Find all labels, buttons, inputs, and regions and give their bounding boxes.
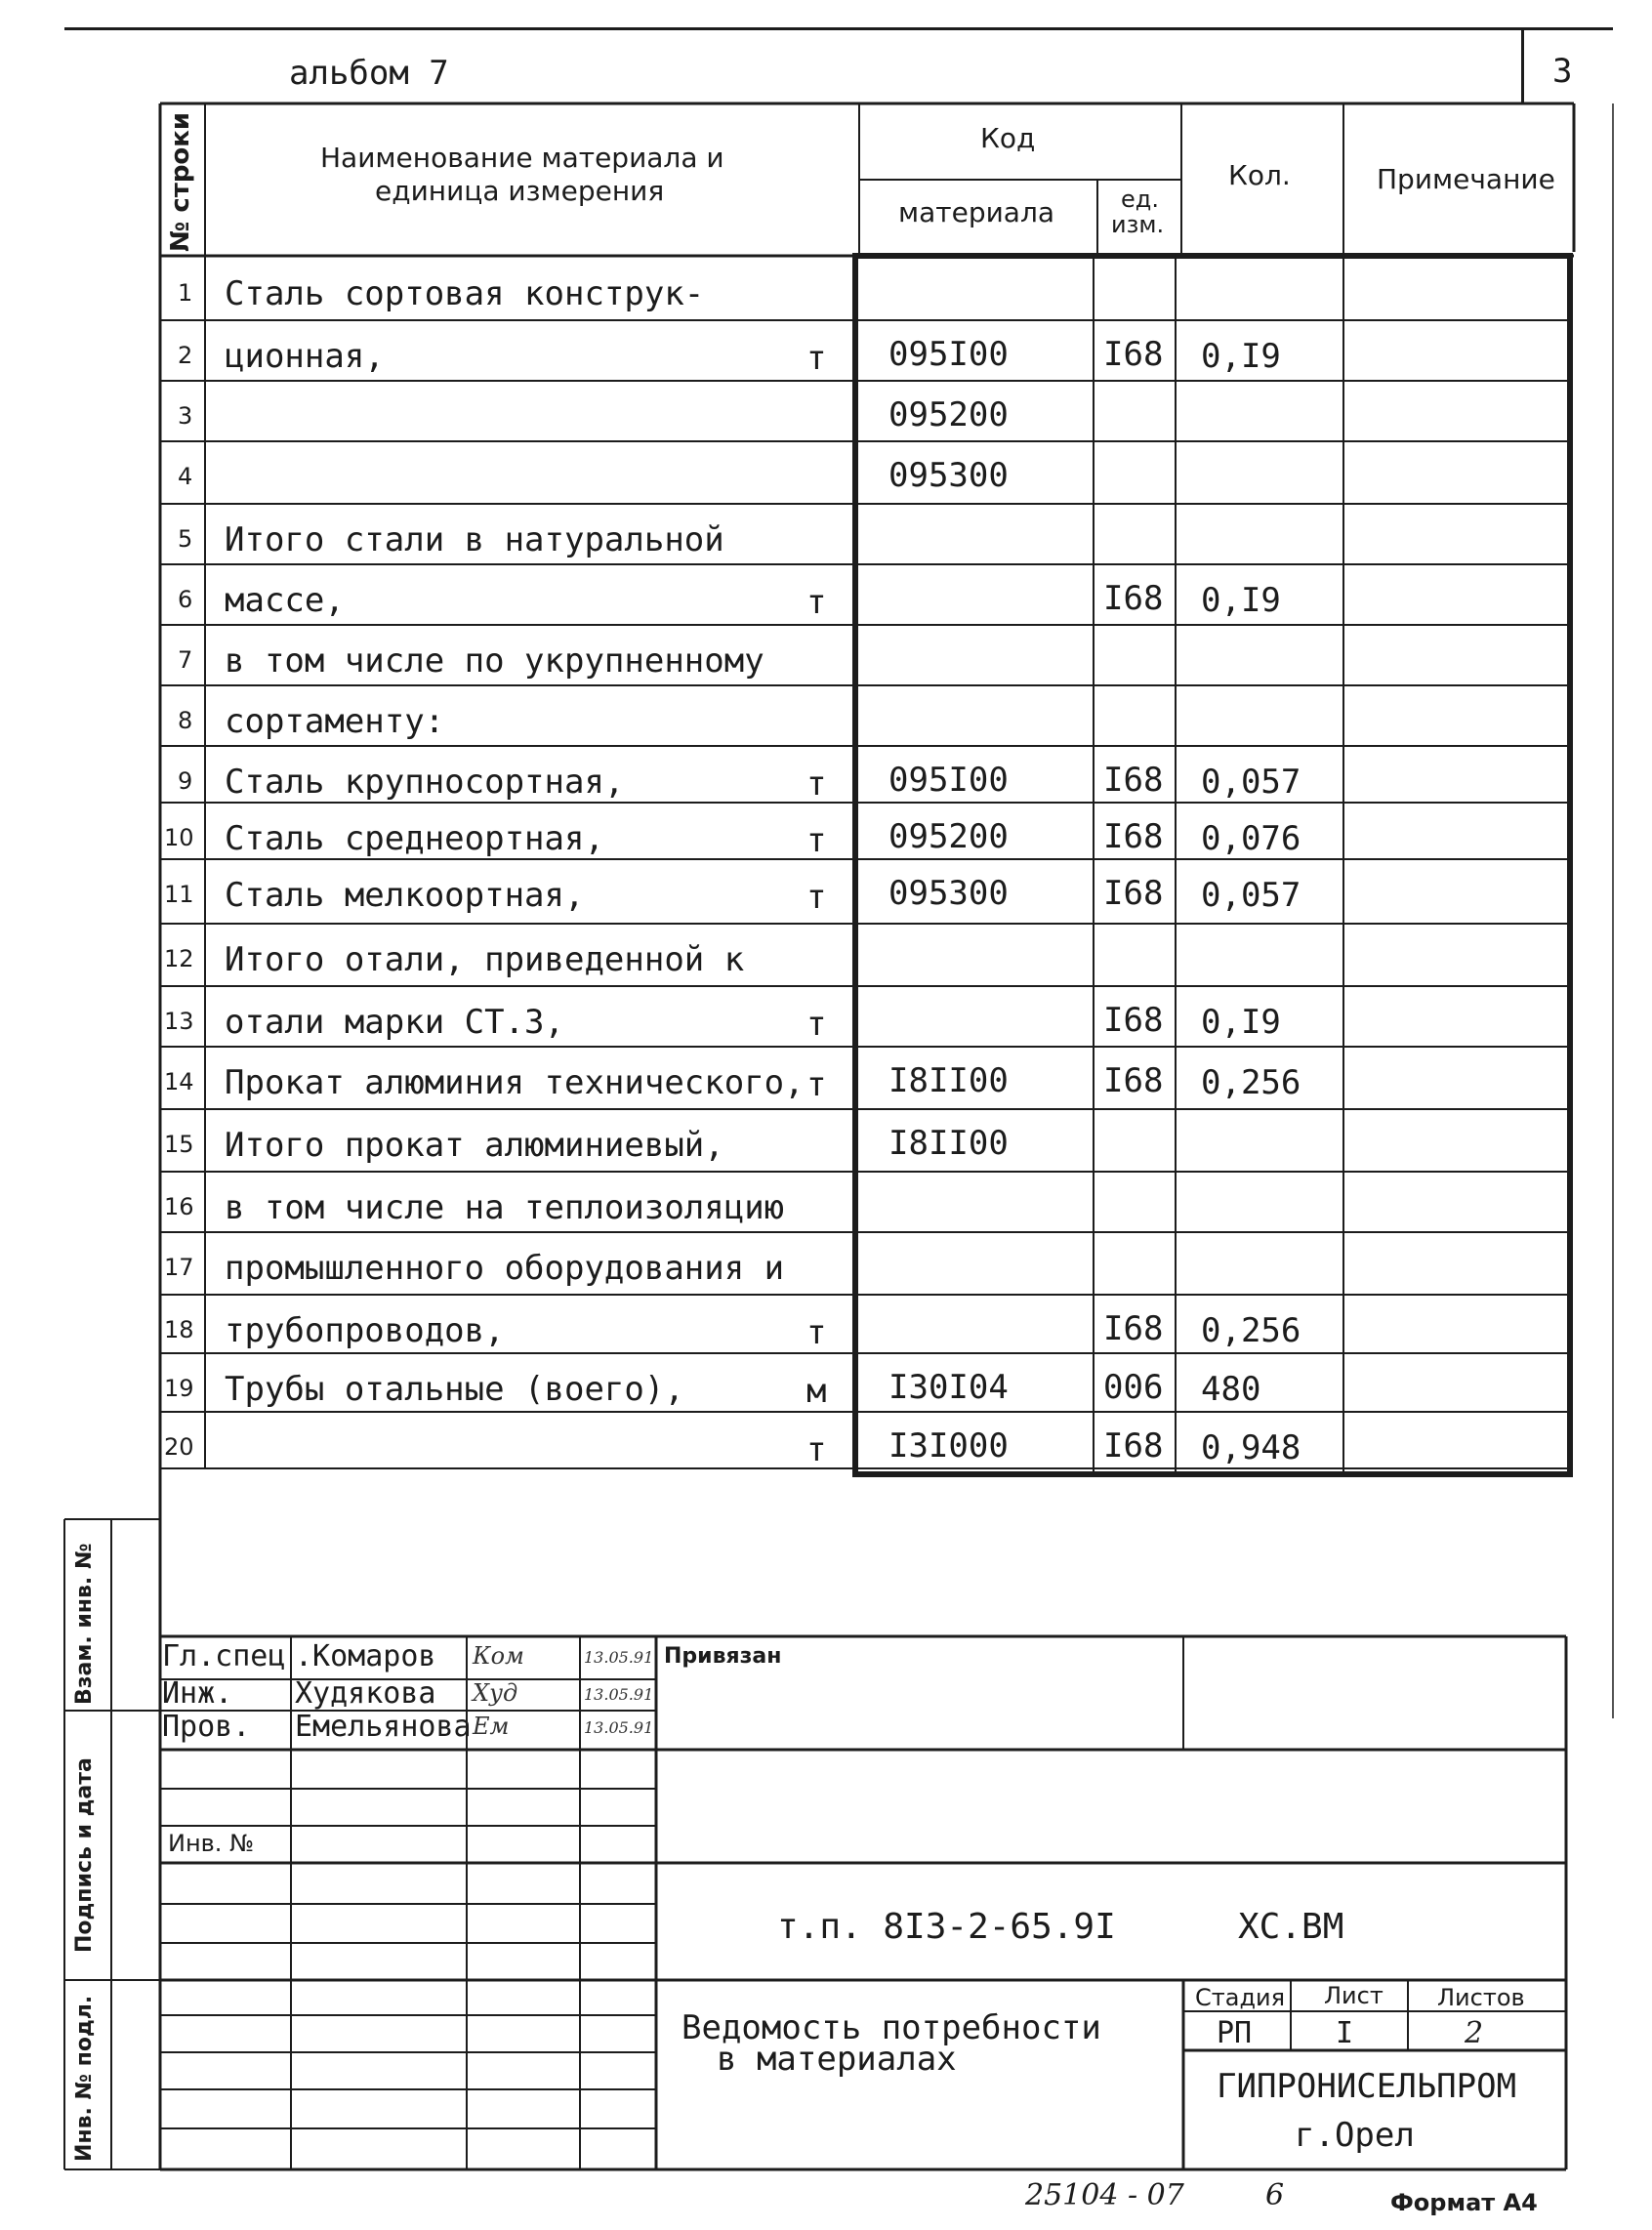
archive-number: 25104 - 07	[1025, 2178, 1184, 2212]
quantity: 0,I9	[1201, 1003, 1281, 1042]
stamp-date: 13.05.91	[584, 1718, 654, 1737]
material-name: Сталь мелкоортная,	[225, 876, 585, 915]
sheets-value: 2	[1465, 2016, 1484, 2050]
stamp-name: Емельянова	[295, 1710, 472, 1744]
qty-header: Кол.	[1228, 159, 1291, 191]
row-number: 8	[178, 707, 193, 734]
row-number: 6	[178, 586, 193, 613]
row-number: 12	[164, 945, 194, 972]
unit-short: т	[806, 1065, 827, 1104]
stamp-date: 13.05.91	[584, 1648, 654, 1667]
unit-code: I68	[1103, 761, 1164, 800]
copy-number: 6	[1265, 2178, 1285, 2212]
stamp-signature: Ком	[473, 1642, 524, 1670]
format-label: Формат А4	[1390, 2189, 1538, 2216]
material-name: массе,	[225, 581, 345, 620]
row-number: 7	[178, 646, 193, 674]
material-code: 095300	[888, 456, 1009, 495]
unit-short: т	[806, 878, 827, 917]
quantity: 0,I9	[1201, 337, 1281, 376]
material-name: Итого стали в натуральной	[225, 520, 724, 559]
material-name: Итого отали, приведенной к	[225, 940, 745, 979]
row-number: 17	[164, 1254, 194, 1281]
album-label: альбом 7	[289, 54, 449, 93]
unit-short: т	[806, 764, 827, 804]
row-number: 15	[164, 1131, 194, 1158]
row-number: 2	[178, 342, 193, 369]
material-name: трубопроводов,	[225, 1311, 505, 1350]
code-header: Код	[980, 122, 1036, 154]
stamp-name: .Комаров	[295, 1639, 436, 1673]
document-mark: ХС.ВМ	[1238, 1907, 1344, 1947]
material-name: Сталь крупносортная,	[225, 763, 625, 802]
side-label-vzam: Взам. инв. №	[72, 1543, 97, 1705]
material-name: отали марки СТ.3,	[225, 1003, 564, 1042]
quantity: 0,256	[1201, 1063, 1301, 1102]
stamp-name: Худякова	[295, 1676, 436, 1711]
stage-label: Стадия	[1195, 1984, 1286, 2011]
unit-short: т	[806, 339, 827, 378]
unit-code: I68	[1103, 817, 1164, 856]
unit-code-header-1: ед.	[1121, 186, 1159, 213]
row-number: 20	[164, 1433, 194, 1461]
material-name: в том числе по укрупненному	[225, 641, 764, 681]
material-code: I3I000	[888, 1426, 1009, 1466]
document-title-line1: Ведомость потребности	[681, 2008, 1101, 2047]
material-code-header: материала	[898, 196, 1055, 228]
document-title-line2: в материалах	[717, 2040, 957, 2079]
row-no-header: № строки	[166, 111, 195, 252]
unit-code: I68	[1103, 1426, 1164, 1466]
unit-short: т	[806, 1005, 827, 1044]
quantity: 0,256	[1201, 1311, 1301, 1350]
organization-name: ГИПРОНИСЕЛЬПРОМ	[1217, 2067, 1517, 2106]
side-label-inv-podl: Инв. № подл.	[72, 1995, 97, 2162]
quantity: 0,076	[1201, 819, 1301, 858]
unit-code: 006	[1103, 1368, 1164, 1407]
row-number: 14	[164, 1068, 194, 1095]
unit-code: I68	[1103, 1309, 1164, 1348]
note-header: Примечание	[1377, 163, 1555, 195]
stamp-date: 13.05.91	[584, 1685, 654, 1704]
material-code: 095I00	[888, 335, 1009, 374]
row-number: 10	[164, 824, 194, 851]
city-name: г.Орел	[1295, 2116, 1415, 2155]
row-number: 18	[164, 1316, 194, 1343]
material-code: I8II00	[888, 1124, 1009, 1163]
row-number: 1	[178, 279, 193, 307]
sheets-label: Листов	[1437, 1984, 1525, 2011]
material-code: 095200	[888, 817, 1009, 856]
stamp-role: Гл.спец	[162, 1639, 286, 1673]
unit-code: I68	[1103, 1061, 1164, 1100]
page-number: 3	[1552, 52, 1573, 91]
material-name: Сталь среднеортная,	[225, 819, 604, 858]
material-name: Трубы отальные (воего),	[225, 1370, 684, 1409]
unit-short: т	[806, 821, 827, 860]
side-label-podpis: Подпись и дата	[72, 1757, 97, 1953]
material-name: Прокат алюминия технического,	[225, 1063, 805, 1102]
row-number: 19	[164, 1375, 194, 1402]
material-name: промышленного оборудования и	[225, 1249, 785, 1288]
stamp-signature: Худ	[473, 1679, 518, 1707]
unit-short: м	[806, 1372, 827, 1411]
stamp-signature: Ем	[473, 1713, 510, 1740]
unit-short: т	[806, 583, 827, 622]
name-header-line1: Наименование материала и	[320, 142, 724, 174]
quantity: 0,057	[1201, 763, 1301, 802]
unit-short: т	[806, 1430, 827, 1469]
material-code: I8II00	[888, 1061, 1009, 1100]
row-number: 5	[178, 525, 193, 553]
material-name: ционная,	[225, 337, 385, 376]
row-number: 13	[164, 1008, 194, 1035]
row-number: 16	[164, 1193, 194, 1220]
inv-no-label: Инв. №	[168, 1830, 255, 1857]
unit-code: I68	[1103, 335, 1164, 374]
stage-value: РП	[1217, 2016, 1253, 2050]
stamp-role: Пров.	[162, 1710, 251, 1744]
unit-code: I68	[1103, 1001, 1164, 1040]
document-code: т.п. 8I3-2-65.9I	[777, 1907, 1116, 1947]
material-code: 095300	[888, 874, 1009, 913]
quantity: 0,948	[1201, 1428, 1301, 1467]
quantity: 480	[1201, 1370, 1261, 1409]
quantity: 0,I9	[1201, 581, 1281, 620]
row-number: 9	[178, 767, 193, 795]
unit-code: I68	[1103, 579, 1164, 618]
row-number: 3	[178, 402, 193, 430]
sheet-value: I	[1336, 2016, 1354, 2050]
privyazan-label: Привязан	[664, 1644, 782, 1669]
unit-code: I68	[1103, 874, 1164, 913]
unit-short: т	[806, 1313, 827, 1352]
material-name: сортаменту:	[225, 702, 445, 741]
sheet-label: Лист	[1324, 1982, 1384, 2009]
material-name: в том числе на теплоизоляцию	[225, 1188, 785, 1227]
material-code: 095200	[888, 395, 1009, 434]
row-number: 4	[178, 463, 193, 490]
material-name: Итого прокат алюминиевый,	[225, 1126, 724, 1165]
stamp-role: Инж.	[162, 1676, 233, 1711]
unit-code-header-2: изм.	[1111, 211, 1165, 238]
material-name: Сталь сортовая конструк-	[225, 274, 705, 313]
quantity: 0,057	[1201, 876, 1301, 915]
material-code: I30I04	[888, 1368, 1009, 1407]
material-code: 095I00	[888, 761, 1009, 800]
row-number: 11	[164, 881, 194, 908]
name-header-line2: единица измерения	[375, 175, 665, 207]
